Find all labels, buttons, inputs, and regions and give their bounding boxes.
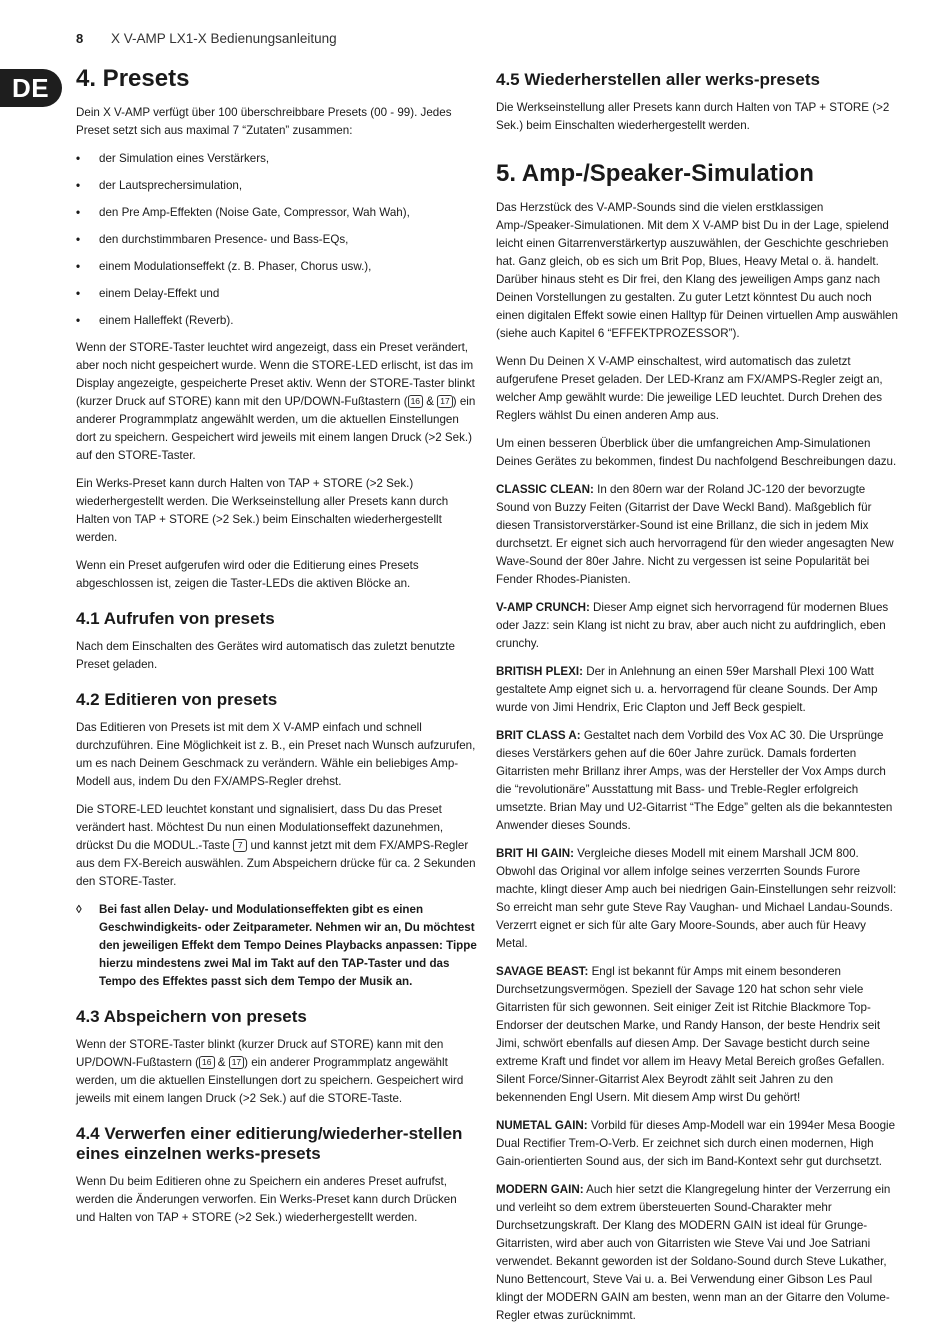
list-item: • der Lautsprechersimulation,: [76, 177, 478, 195]
amp-british-plexi: BRITISH PLEXI: Der in Anlehnung an einen 59er Marshall Plexi 100 Watt gestaltete Amp eignet sich u. a. hervorragend für cleane Sounds. Der Amp wurde von Jimi Hendrix, Eric Clapton und Jeff Beck gespielt.: [496, 665, 878, 714]
heading-amp-speaker-simulation: 5. Amp-/Speaker-Simulation: [496, 160, 814, 187]
bullet-icon: •: [76, 206, 81, 219]
bullet-icon: •: [76, 287, 81, 300]
paragraph-5b: Wenn Du Deinen X V-AMP einschaltest, wird automatisch das zuletzt aufgerufene Preset geladen. Der LED-Kranz am FX/AMPS-Regler zeigt an, welcher Amp gewählt wurde: Die jeweilige LED leuchtet. Durch Drehen des Reglers wählst Du einen anderen Amp aus.: [496, 355, 883, 422]
factory-paragraph: Ein Werks-Preset kann durch Halten von TAP + STORE (>2 Sek.) wiederhergestellt werden. Die Werkseinstellung aller Presets kann durch Halten von TAP + STORE (>2 Sek.) beim Einschalten wiederhergestellt werden.: [76, 477, 449, 544]
left-column: [76, 64, 478, 1237]
heading-4-5: 4.5 Wiederherstellen aller werks-presets: [496, 70, 820, 89]
paragraph-4-1: Nach dem Einschalten des Gerätes wird automatisch das zuletzt benutzte Preset geladen.: [76, 640, 455, 671]
bullet-icon: •: [76, 179, 81, 192]
bullet-icon: •: [76, 314, 81, 327]
list-item: • einem Modulationseffekt (z. B. Phaser, Chorus usw.),: [76, 258, 478, 276]
amp-modern-gain: MODERN GAIN: Auch hier setzt die Klangregelung hinter der Verzerrung ein und verleiht so dem extrem übersteuerten Sound-Charakter mehr Durchsetzungskraft. Der Klang des MODERN GAIN ist ideal für Grunge-Gitarristen, wird aber auch von Gitarristen wie Steve Vai und Joe Satriani verwendet. Bekannt geworden ist der Soldano-Sound durch Steve Lukather, Nuno Bettencourt, Steve Vai u. a. Bei Verwendung einer Gibson Les Paul klingt der MODERN GAIN am besten, wenn man an der Gitarre den Volume-Regler etwas zurücknimmt.: [496, 1183, 891, 1322]
paragraph-5c: Um einen besseren Überblick über die umfangreichen Amp-Simulationen Deines Gerätes zu bekommen, findest Du nachfolgend Beschreibungen dazu.: [496, 437, 897, 468]
diamond-icon: ◊: [76, 903, 82, 916]
key-16-icon: 16: [408, 395, 423, 408]
heading-presets: 4. Presets: [76, 65, 190, 92]
paragraph-5a: Das Herzstück des V-AMP-Sounds sind die vielen erstklassigen Amp-/Speaker-Simulationen. Mit dem X V-AMP bist Du in der Lage, spielend leicht einen Gitarrenverstärkertyp auszuwählen, der Geschichte geschrieben hat. Ganz gleich, ob es sich um Brit Pop, Blues, Heavy Metal o. ä. handelt. Darüber hinaus steht es Dir frei, den Klang des jeweiligen Amps ganz nach Deinen Vorstellungen zu gestalten. Zu guter Letzt könntest Du auch noch einen digitalen Effekt sowie einen Halltyp für Deinen virtuellen Amp auswählen (siehe auch Kapitel 6 “EFFEKTPROZESSOR”).: [496, 201, 898, 340]
heading-4-4: 4.4 Verwerfen einer editierung/wiederher-stellen eines einzelnen werks-presets: [76, 1124, 463, 1163]
list-item: • der Simulation eines Verstärkers,: [76, 150, 478, 168]
heading-4-3: 4.3 Abspeichern von presets: [76, 1007, 307, 1026]
ingredients-list: [76, 150, 478, 330]
leds-paragraph: Wenn ein Preset aufgerufen wird oder die Editierung eines Presets abgeschlossen ist, zeigen die Taster-LEDs die aktiven Blöcke an.: [76, 559, 419, 590]
paragraph-4-3: Wenn der STORE-Taster blinkt (kurzer Druck auf STORE) kann mit den UP/DOWN-Fußtastern ( 16 & 17 ) ein anderer Programmplatz angewählt werden, um die aktuellen Einstellungen dort zu speichern. Gespeichert wird jeweils mit einem langen Druck (>2 Sek.) auf die STORE-Taste.: [76, 1038, 464, 1105]
paragraph-4-2b: Die STORE-LED leuchtet konstant und signalisiert, dass Du das Preset verändert hast. Möchtest Du nun einen Modulationseffekt dazunehmen, drückst Du die MODUL.-Taste 7 und kannst jetzt mit dem FX/AMPS-Regler aus dem FX-Bereich auswählen. Zum Abspeichern drücke für ca. 2 Sekunden den STORE-Taster.: [76, 803, 476, 888]
page-number: 8: [76, 31, 84, 46]
paragraph-4-2a: Das Editieren von Presets ist mit dem X V-AMP einfach und schnell durchzuführen. Eine Möglichkeit ist z. B., ein Preset nach Wunsch aufzurufen, um es nach Deinem Geschmack zu verändern. Wähle ein beliebiges Amp-Modell aus, indem Du den FX/AMPS-Regler drehst.: [76, 721, 476, 788]
key-7-icon: 7: [233, 839, 247, 852]
list-item: • den Pre Amp-Effekten (Noise Gate, Compressor, Wah Wah),: [76, 204, 478, 222]
presets-intro: Dein X V-AMP verfügt über 100 überschreibbare Presets (00 - 99). Jedes Preset setzt sich aus maximal 7 “Zutaten” zusammen:: [76, 106, 452, 137]
list-item: • einem Delay-Effekt und: [76, 285, 478, 303]
list-item: • einem Halleffekt (Reverb).: [76, 312, 478, 330]
running-title: X V-AMP LX1-X Bedienungsanleitung: [111, 31, 337, 46]
right-column: [496, 64, 900, 1335]
store-paragraph: Wenn der STORE-Taster leuchtet wird angezeigt, dass ein Preset verändert, aber noch nicht gespeichert wurde. Wenn die STORE-LED erlischt, ist das im Display angezeigte, gespeicherte Preset aktiv. Wenn der STORE-Taster blinkt (kurzer Druck auf STORE) kann mit den UP/DOWN-Fußtastern ( 16 & 17 ) ein anderer Programmplatz angewählt werden, um die aktuellen Einstellungen dort zu speichern. Gespeichert wird jeweils mit einem langen Druck (>2 Sek.) auf den STORE-Taster.: [76, 341, 476, 462]
amp-v-amp-crunch: V-AMP CRUNCH: Dieser Amp eignet sich hervorragend für modernen Blues oder Jazz: sein Klang ist nicht zu brav, aber auch nicht zu aufdringlich, eben crunchy.: [496, 601, 889, 650]
amp-brit-class-a: BRIT CLASS A: Gestaltet nach dem Vorbild des Vox AC 30. Die Ursprünge dieses Verstärkers gehen auf die 60er Jahre zurück. Damals forderten Gitarristen mehr Brillanz ihrer Amps, was der Hersteller der Vox Amps durch die “revolutionäre” Ausstattung mit Bass- und Treble-Regler erfolgreich umsetzte. Brian May und U2-Gitarrist “The Edge” gelten als die bekanntesten Anwender dieses Sounds.: [496, 729, 893, 832]
list-item: • den durchstimmbaren Presence- und Bass-EQs,: [76, 231, 478, 249]
key-17-icon: 17: [437, 395, 452, 408]
paragraph-4-5: Die Werkseinstellung aller Presets kann durch Halten von TAP + STORE (>2 Sek.) beim Einschalten wiederhergestellt werden.: [496, 101, 890, 132]
amp-savage-beast: SAVAGE BEAST: Engl ist bekannt für Amps mit einem besonderen Durchsetzungsvermögen. Speziell der Savage 120 hat schon sehr viele Gitarristen für sich gewonnen. Seit einiger Zeit ist Ritchie Blackmore Top-Endorser der deutschen Marke, und Randy Hanson, der beste Hendrix seit Jimi, schwört ebenfalls auf diesen Amp. Der Savage besticht durch seine extreme Kraft und findet vor allem im Heavy Metal Bereich großes Gefallen. Silent Force/Sinner-Gitarrist Alex Beyrodt zählt seit Jahren zu den bekennenden Engl Usern. Mit diesem Amp wirst Du gehört!: [496, 965, 885, 1104]
bullet-icon: •: [76, 260, 81, 273]
amp-numetal-gain: NUMETAL GAIN: Vorbild für dieses Amp-Modell war ein 1994er Mesa Boogie Dual Rectifier Trem-O-Verb. Er zeichnet sich durch einen modernen, High Gain-orientierten Sound aus, der sich im Band-Kontext sehr gut durchsetzt.: [496, 1119, 896, 1168]
amp-classic-clean: CLASSIC CLEAN: In den 80ern war der Roland JC-120 der bevorzugte Sound von Buzzy Feiten (Gitarrist der Dave Weckl Band). Maßgeblich für diesen Transistorverstärker-Sound ist eine Brillanz, die sich in jedem Mix durchsetzt. Er eignet sich auch hervorragend für den wieder angesagten New Wave-Sound der 80er Jahre. Nicht zu vergessen ist seine Popularität bei Fender Rhodes-Pianisten.: [496, 483, 894, 586]
amp-brit-hi-gain: BRIT HI GAIN: Vergleiche dieses Modell mit einem Marshall JCM 800. Obwohl das Original vor allem infolge seines verzerrten Sounds Furore machte, klingt dieser Amp auch bei niedrigen Gain-Einstellungen sehr reizvoll: So erreicht man sehr gute Steve Ray Vaughan- und Michael Landau-Sounds. Verzerrt eignet er sich für alte Gary Moore-Sounds, aber auch für Heavy Metal.: [496, 847, 897, 950]
heading-4-1: 4.1 Aufrufen von presets: [76, 609, 275, 628]
bullet-icon: •: [76, 233, 81, 246]
paragraph-4-4: Wenn Du beim Editieren ohne zu Speichern ein anderes Preset aufrufst, werden die Änderungen verworfen. Ein Werks-Preset kann durch Drücken und Halten von TAP + STORE (>2 Sek.) wiederhergestellt werden.: [76, 1175, 457, 1224]
bullet-icon: •: [76, 152, 81, 165]
heading-4-2: 4.2 Editieren von presets: [76, 690, 278, 709]
key-17-icon: 17: [229, 1056, 244, 1069]
language-tab: DE: [0, 69, 62, 107]
tip-note: ◊ Bei fast allen Delay- und Modulationseffekten gibt es einen Geschwindigkeits- oder Zeitparameter. Nehmen wir an, Du möchtest den jeweiligen Effekt dem Tempo Deines Playbacks anpassen: Tippe hierzu mindestens zwei Mal im Takt auf den TAP-Taster und das Tempo des Effektes passt sich dem Tempo der Musik an.: [76, 903, 477, 988]
key-16-icon: 16: [199, 1056, 214, 1069]
